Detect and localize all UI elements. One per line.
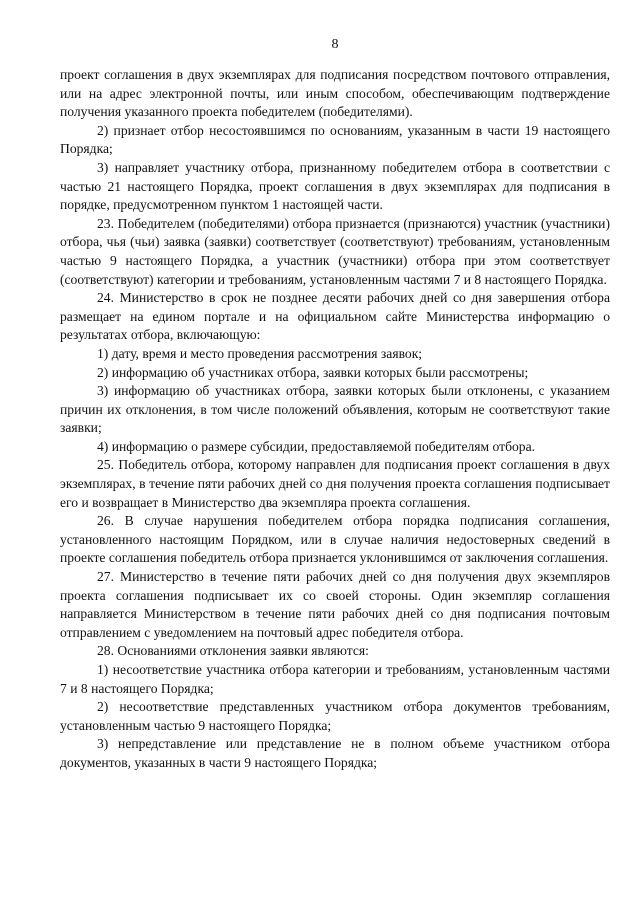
paragraph-section-24: 24. Министерство в срок не позднее десяти рабочих дней со дня завершения отбора размещает на едином портале и на официальном сайте Министерства информацию о результатах отбора, включающую: xyxy=(60,290,610,343)
page-number: 8 xyxy=(331,37,339,52)
document-page xyxy=(60,36,610,773)
paragraph-section-25: 25. Победитель отбора, которому направлен для подписания проект соглашения в двух экземплярах, в течение пяти рабочих дней со дня получения проекта соглашения подписывает его и возвращает в Министерство два экземпляра проекта соглашения. xyxy=(60,457,610,510)
paragraph-section-24-item-2: 2) информацию об участниках отбора, заявки которых были рассмотрены; xyxy=(97,364,529,380)
paragraph-continuation: проект соглашения в двух экземплярах для подписания посредством почтового отправления, или на адрес электронной почты, или иным способом, обеспечивающим подтверждение получения указанного проекта победителем (победителями). xyxy=(60,67,610,120)
paragraph-item-2-not-held: 2) признает отбор несостоявшимся по основаниям, указанным в части 19 настоящего Порядка; xyxy=(60,122,610,157)
paragraph-section-28-item-2: 2) несоответствие представленных участником отбора документов требованиям, установленным частью 9 настоящего Порядка; xyxy=(60,699,610,733)
paragraph-section-27: 27. Министерство в течение пяти рабочих дней со дня получения двух экземпляров проекта соглашения подписывает их со своей стороны. Один экземпляр соглашения направляется Министерством в течение пяти рабочих дней со дня подписания почтовым отправлением с уведомлением на почтовый адрес победителя отбора. xyxy=(60,569,610,640)
paragraph-section-28-item-1: 1) несоответствие участника отбора категории и требованиям, установленным частями 7 и 8 настоящего Порядка; xyxy=(60,662,610,696)
paragraph-section-28: 28. Основаниями отклонения заявки являются: xyxy=(97,643,369,659)
paragraph-item-3-send-draft: 3) направляет участнику отбора, признанному победителем отбора в соответствии с частью 21 настоящего Порядка, проект соглашения в двух экземплярах для подписания в порядке, предусмотренном пунктом 1 настоящей части. xyxy=(60,159,610,213)
paragraph-section-24-item-1: 1) дату, время и место проведения рассмотрения заявок; xyxy=(97,345,423,361)
paragraph-section-26: 26. В случае нарушения победителем отбора порядка подписания соглашения, установленного настоящим Порядком, или в случае наличия недостоверных сведений в проекте соглашения победитель отбора признается уклонившимся от заключения соглашения. xyxy=(60,513,610,566)
paragraph-section-24-item-3: 3) информацию об участниках отбора, заявки которых были отклонены, с указанием причин их отклонения, в том числе положений объявления, которым не соответствуют такие заявки; xyxy=(60,383,610,436)
paragraph-section-23: 23. Победителем (победителями) отбора признается (признаются) участник (участники) отбора, чья (чьи) заявка (заявки) соответствует (соответствуют) требованиям, установленным частью 9 настоящего Порядка, а участник (участники) отбора при этом соответствует (соответствуют) категории и требованиям, установленным частями 7 и 8 настоящего Порядка. xyxy=(60,215,610,287)
paragraph-section-24-item-4: 4) информацию о размере субсидии, предоставляемой победителям отбора. xyxy=(97,438,536,454)
paragraph-section-28-item-3: 3) непредставление или представление не в полном объеме участником отбора документов, указанных в части 9 настоящего Порядка; xyxy=(60,736,610,770)
